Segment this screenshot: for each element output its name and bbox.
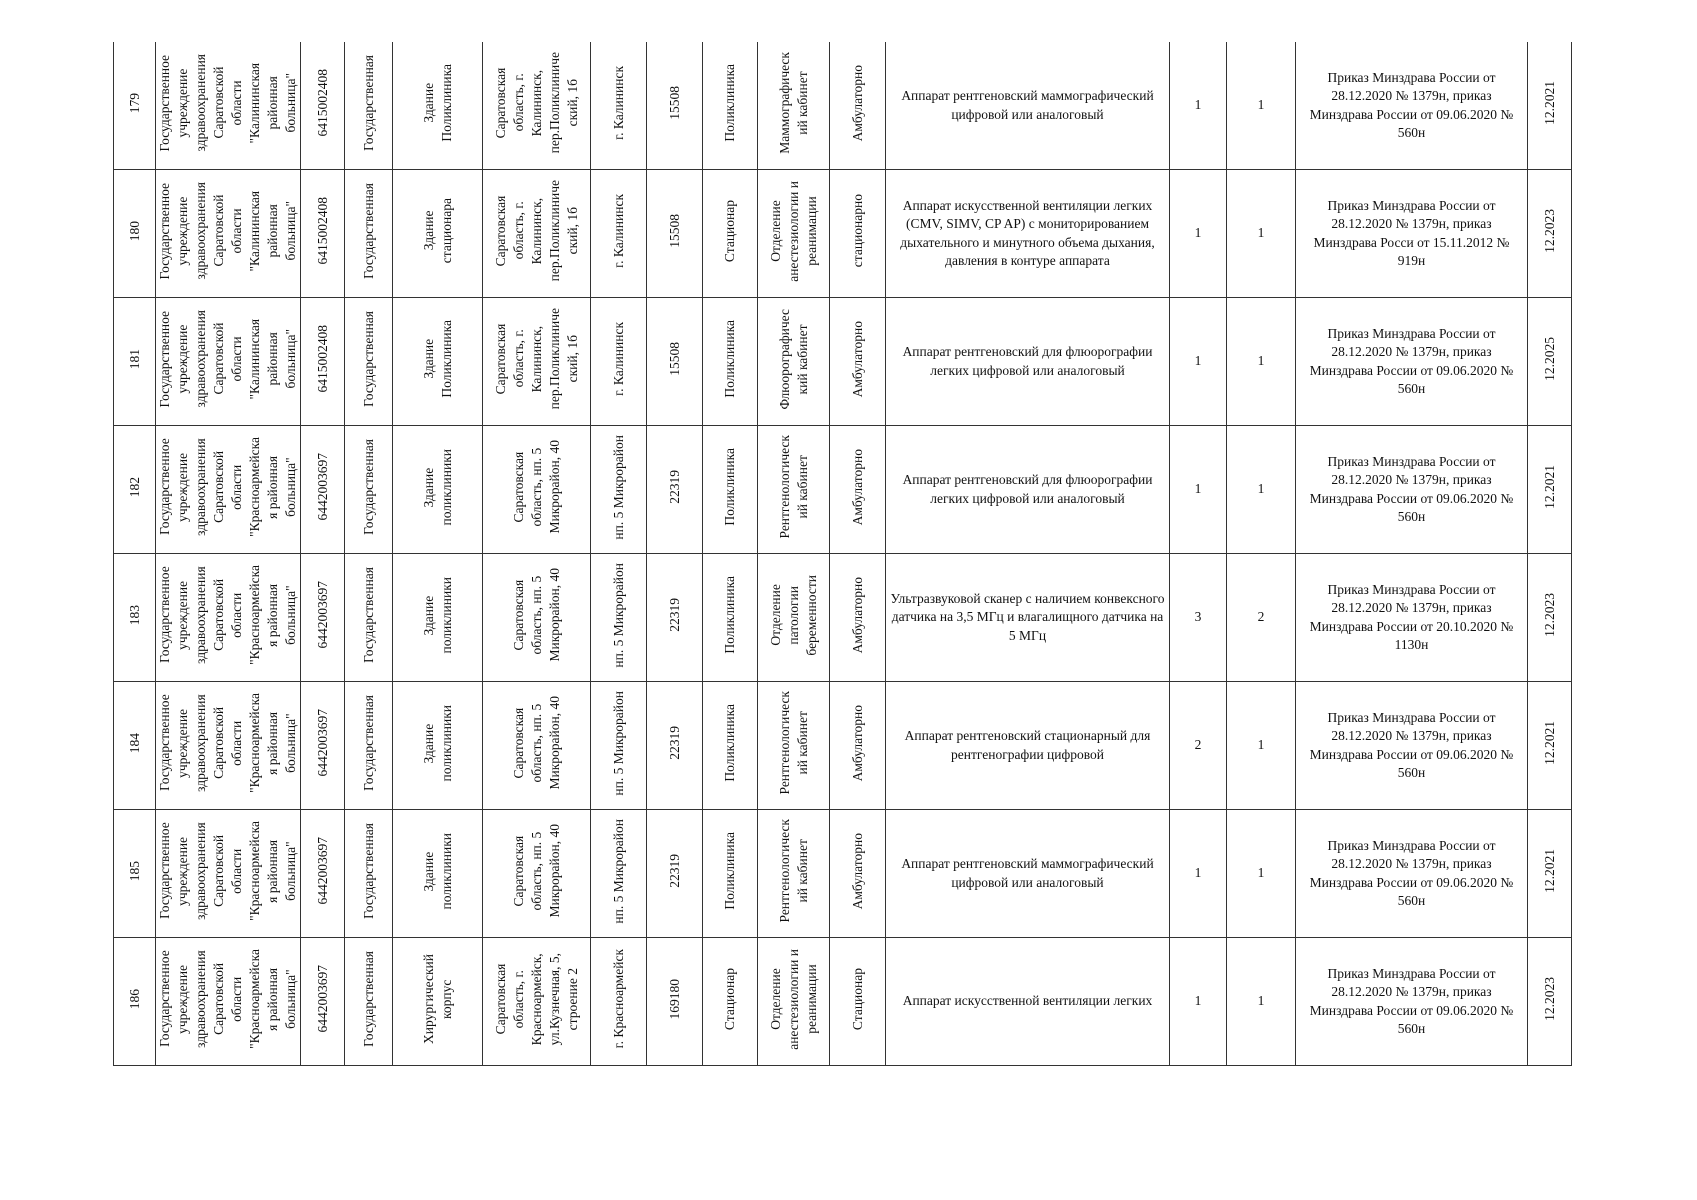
cell-row-number: 185 xyxy=(114,810,156,938)
cell-qty-planned: 1 xyxy=(1227,938,1296,1066)
cell-unit-type: Поликлиника xyxy=(703,682,758,810)
cell-regulation: Приказ Минздрава России от 28.12.2020 № 1379н, приказ Минздрава России от 09.06.2020 № 560н xyxy=(1296,426,1528,554)
cell-building: Здание поликлиники xyxy=(393,682,483,810)
cell-date: 12.2021 xyxy=(1528,426,1572,554)
cell-locality: г. Калининск xyxy=(591,298,647,426)
cell-qty-required: 1 xyxy=(1170,426,1227,554)
cell-equipment: Аппарат искусственной вентиляции легких xyxy=(886,938,1170,1066)
cell-institution: Государственное учреждение здравоохранения Саратовской области "Красноармейска я районная больница" xyxy=(156,810,301,938)
table-row xyxy=(114,170,1572,298)
cell-care-form: Амбулаторно xyxy=(830,426,886,554)
cell-equipment: Аппарат рентгеновский маммографический цифровой или аналоговый xyxy=(886,810,1170,938)
cell-unit-type: Поликлиника xyxy=(703,426,758,554)
cell-inn: 6415002408 xyxy=(301,170,345,298)
cell-qty-planned: 1 xyxy=(1227,426,1296,554)
cell-equipment: Аппарат рентгеновский для флюорографии легких цифровой или аналоговый xyxy=(886,298,1170,426)
cell-building: Здание поликлиники xyxy=(393,554,483,682)
table-row xyxy=(114,554,1572,682)
cell-institution: Государственное учреждение здравоохранения Саратовской области "Красноармейска я районная больница" xyxy=(156,426,301,554)
cell-equipment: Аппарат рентгеновский для флюорографии легких цифровой или аналоговый xyxy=(886,426,1170,554)
cell-locality: г. Калининск xyxy=(591,170,647,298)
cell-qty-planned: 1 xyxy=(1227,170,1296,298)
cell-row-number: 183 xyxy=(114,554,156,682)
cell-inn: 6442003697 xyxy=(301,810,345,938)
cell-qty-planned: 1 xyxy=(1227,298,1296,426)
cell-address: Саратовская область, нп. 5 Микрорайон, 40 xyxy=(483,554,591,682)
table-row xyxy=(114,682,1572,810)
cell-care-form: Амбулаторно xyxy=(830,810,886,938)
cell-equipment: Аппарат рентгеновский маммографический цифровой или аналоговый xyxy=(886,42,1170,170)
cell-date: 12.2025 xyxy=(1528,298,1572,426)
cell-code: 15508 xyxy=(647,170,703,298)
cell-code: 15508 xyxy=(647,42,703,170)
cell-care-form: Амбулаторно xyxy=(830,682,886,810)
cell-regulation: Приказ Минздрава России от 28.12.2020 № 1379н, приказ Минздрава России от 09.06.2020 № 560н xyxy=(1296,810,1528,938)
cell-unit-type: Поликлиника xyxy=(703,810,758,938)
cell-inn: 6442003697 xyxy=(301,426,345,554)
cell-locality: г. Красноармейск xyxy=(591,938,647,1066)
cell-unit-type: Поликлиника xyxy=(703,554,758,682)
cell-institution: Государственное учреждение здравоохранения Саратовской области "Красноармейска я районная больница" xyxy=(156,938,301,1066)
cell-inn: 6442003697 xyxy=(301,682,345,810)
cell-ownership: Государственная xyxy=(345,810,393,938)
cell-row-number: 179 xyxy=(114,42,156,170)
cell-inn: 6415002408 xyxy=(301,42,345,170)
cell-department: Отделение анестезиологии и реанимации xyxy=(758,170,830,298)
cell-care-form: Амбулаторно xyxy=(830,42,886,170)
equipment-table xyxy=(113,42,1572,1066)
cell-regulation: Приказ Минздрава России от 28.12.2020 № 1379н, приказ Минздрава России от 20.10.2020 № 1130н xyxy=(1296,554,1528,682)
cell-qty-required: 2 xyxy=(1170,682,1227,810)
cell-building: Здание поликлиники xyxy=(393,426,483,554)
cell-building: Здание стационара xyxy=(393,170,483,298)
cell-address: Саратовская область, г. Калининск, пер.Поликлиниче ский, 1б xyxy=(483,298,591,426)
cell-qty-planned: 2 xyxy=(1227,554,1296,682)
cell-care-form: Стационар xyxy=(830,938,886,1066)
cell-inn: 6442003697 xyxy=(301,938,345,1066)
cell-building: Здание Поликлиника xyxy=(393,42,483,170)
cell-code: 15508 xyxy=(647,298,703,426)
cell-date: 12.2021 xyxy=(1528,810,1572,938)
cell-address: Саратовская область, нп. 5 Микрорайон, 40 xyxy=(483,810,591,938)
cell-building: Здание поликлиники xyxy=(393,810,483,938)
cell-qty-planned: 1 xyxy=(1227,810,1296,938)
cell-code: 22319 xyxy=(647,810,703,938)
cell-equipment: Аппарат искусственной вентиляции легких (CMV, SIMV, CP AP) с мониторированием дыхательного и минутного объема дыхания, давления в контуре аппарата xyxy=(886,170,1170,298)
cell-equipment: Ультразвуковой сканер с наличием конвексного датчика на 3,5 МГц и влагалищного датчика на 5 МГц xyxy=(886,554,1170,682)
table-row xyxy=(114,426,1572,554)
cell-institution: Государственное учреждение здравоохранения Саратовской области "Красноармейска я районная больница" xyxy=(156,554,301,682)
cell-care-form: Амбулаторно xyxy=(830,554,886,682)
table-row xyxy=(114,810,1572,938)
cell-ownership: Государственная xyxy=(345,170,393,298)
cell-row-number: 180 xyxy=(114,170,156,298)
cell-date: 12.2023 xyxy=(1528,554,1572,682)
cell-department: Рентгенологическ ий кабинет xyxy=(758,810,830,938)
cell-code: 169180 xyxy=(647,938,703,1066)
table-row xyxy=(114,298,1572,426)
cell-row-number: 182 xyxy=(114,426,156,554)
cell-address: Саратовская область, г. Калининск, пер.Поликлиниче ский, 1б xyxy=(483,170,591,298)
cell-address: Саратовская область, г. Красноармейск, ул.Кузнечная, 5, строение 2 xyxy=(483,938,591,1066)
cell-qty-required: 1 xyxy=(1170,42,1227,170)
cell-department: Рентгенологическ ий кабинет xyxy=(758,682,830,810)
cell-ownership: Государственная xyxy=(345,298,393,426)
cell-code: 22319 xyxy=(647,426,703,554)
cell-row-number: 186 xyxy=(114,938,156,1066)
table-row xyxy=(114,938,1572,1066)
cell-ownership: Государственная xyxy=(345,682,393,810)
cell-ownership: Государственная xyxy=(345,938,393,1066)
cell-date: 12.2021 xyxy=(1528,682,1572,810)
cell-qty-planned: 1 xyxy=(1227,42,1296,170)
cell-regulation: Приказ Минздрава России от 28.12.2020 № 1379н, приказ Минздрава России от 09.06.2020 № 560н xyxy=(1296,938,1528,1066)
cell-department: Флюорографичес кий кабинет xyxy=(758,298,830,426)
cell-equipment: Аппарат рентгеновский стационарный для рентгенографии цифровой xyxy=(886,682,1170,810)
cell-address: Саратовская область, г. Калининск, пер.Поликлиниче ский, 1б xyxy=(483,42,591,170)
table-row xyxy=(114,42,1572,170)
cell-department: Отделение патологии беременности xyxy=(758,554,830,682)
cell-institution: Государственное учреждение здравоохранения Саратовской области "Калининская районная больница" xyxy=(156,298,301,426)
cell-inn: 6442003697 xyxy=(301,554,345,682)
cell-row-number: 181 xyxy=(114,298,156,426)
cell-qty-planned: 1 xyxy=(1227,682,1296,810)
cell-unit-type: Поликлиника xyxy=(703,298,758,426)
cell-department: Маммографическ ий кабинет xyxy=(758,42,830,170)
cell-regulation: Приказ Минздрава России от 28.12.2020 № 1379н, приказ Минздрава Росси от 15.11.2012 № 919н xyxy=(1296,170,1528,298)
cell-building: Хирургический корпус xyxy=(393,938,483,1066)
cell-address: Саратовская область, нп. 5 Микрорайон, 40 xyxy=(483,682,591,810)
cell-date: 12.2023 xyxy=(1528,170,1572,298)
cell-inn: 6415002408 xyxy=(301,298,345,426)
cell-building: Здание Поликлиника xyxy=(393,298,483,426)
cell-unit-type: Стационар xyxy=(703,938,758,1066)
cell-qty-required: 3 xyxy=(1170,554,1227,682)
cell-locality: нп. 5 Микрорайон xyxy=(591,554,647,682)
cell-ownership: Государственная xyxy=(345,42,393,170)
cell-regulation: Приказ Минздрава России от 28.12.2020 № 1379н, приказ Минздрава России от 09.06.2020 № 560н xyxy=(1296,42,1528,170)
cell-regulation: Приказ Минздрава России от 28.12.2020 № 1379н, приказ Минздрава России от 09.06.2020 № 560н xyxy=(1296,298,1528,426)
cell-qty-required: 1 xyxy=(1170,170,1227,298)
cell-ownership: Государственная xyxy=(345,426,393,554)
cell-locality: нп. 5 Микрорайон xyxy=(591,810,647,938)
cell-locality: нп. 5 Микрорайон xyxy=(591,426,647,554)
cell-department: Отделение анестезиологии и реанимации xyxy=(758,938,830,1066)
cell-qty-required: 1 xyxy=(1170,938,1227,1066)
cell-institution: Государственное учреждение здравоохранения Саратовской области "Калининская районная больница" xyxy=(156,170,301,298)
cell-address: Саратовская область, нп. 5 Микрорайон, 40 xyxy=(483,426,591,554)
cell-date: 12.2023 xyxy=(1528,938,1572,1066)
cell-unit-type: Стационар xyxy=(703,170,758,298)
cell-qty-required: 1 xyxy=(1170,810,1227,938)
cell-code: 22319 xyxy=(647,554,703,682)
cell-care-form: Амбулаторно xyxy=(830,298,886,426)
cell-ownership: Государственная xyxy=(345,554,393,682)
cell-locality: г. Калининск xyxy=(591,42,647,170)
cell-institution: Государственное учреждение здравоохранения Саратовской области "Калининская районная больница" xyxy=(156,42,301,170)
cell-unit-type: Поликлиника xyxy=(703,42,758,170)
cell-regulation: Приказ Минздрава России от 28.12.2020 № 1379н, приказ Минздрава России от 09.06.2020 № 560н xyxy=(1296,682,1528,810)
cell-institution: Государственное учреждение здравоохранения Саратовской области "Красноармейска я районная больница" xyxy=(156,682,301,810)
cell-code: 22319 xyxy=(647,682,703,810)
cell-department: Рентгенологическ ий кабинет xyxy=(758,426,830,554)
cell-row-number: 184 xyxy=(114,682,156,810)
cell-care-form: стационарно xyxy=(830,170,886,298)
cell-date: 12.2021 xyxy=(1528,42,1572,170)
cell-locality: нп. 5 Микрорайон xyxy=(591,682,647,810)
cell-qty-required: 1 xyxy=(1170,298,1227,426)
